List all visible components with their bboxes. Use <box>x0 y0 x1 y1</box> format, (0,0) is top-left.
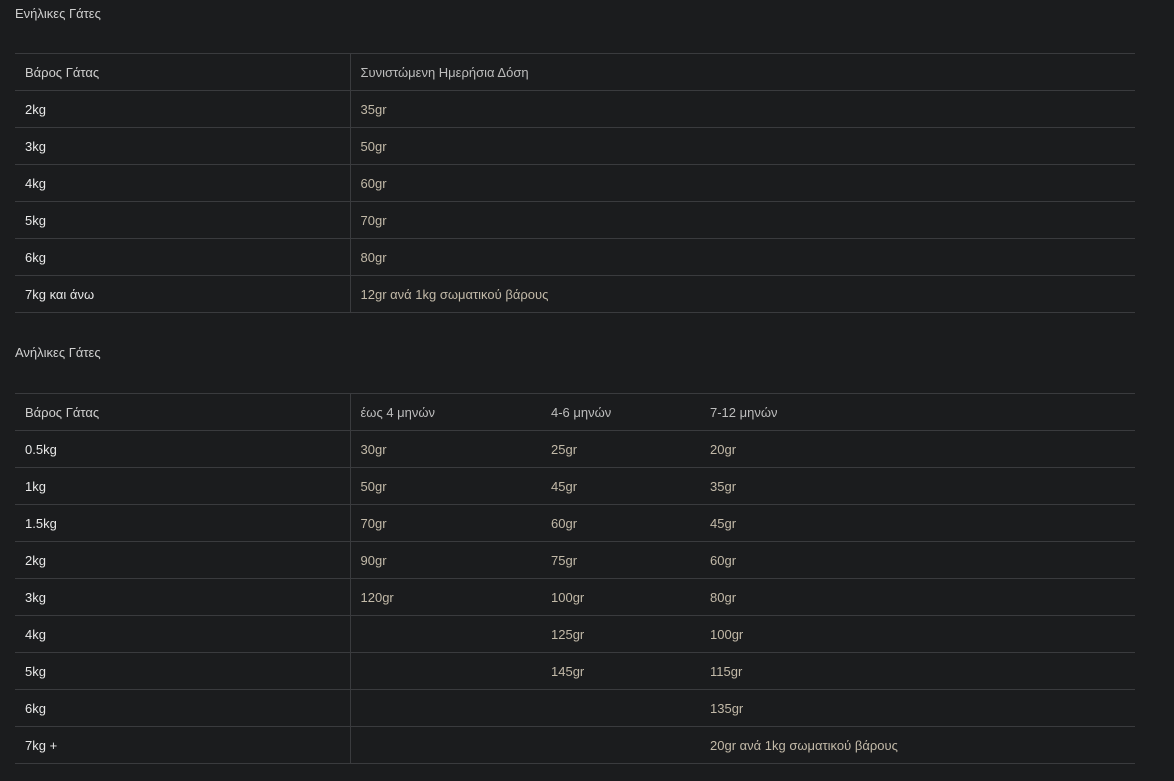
dose-cell: 45gr <box>541 468 700 505</box>
dose-cell: 45gr <box>700 505 1135 542</box>
dose-cell: 115gr <box>700 653 1135 690</box>
weight-cell: 2kg <box>15 91 350 128</box>
dose-cell: 35gr <box>700 468 1135 505</box>
header-4-6-months: 4-6 μηνών <box>541 394 700 431</box>
dose-cell: 120gr <box>350 579 541 616</box>
dose-cell <box>350 616 541 653</box>
table-row <box>15 431 1135 468</box>
table-row <box>15 468 1135 505</box>
dose-cell <box>541 727 700 764</box>
dose-cell: 70gr <box>350 202 1135 239</box>
dose-cell <box>350 727 541 764</box>
table-header-row <box>15 54 1135 91</box>
adult-feeding-table <box>15 53 1135 313</box>
weight-cell: 7kg και άνω <box>15 276 350 313</box>
weight-cell: 3kg <box>15 579 350 616</box>
table-row <box>15 239 1135 276</box>
dose-cell: 135gr <box>700 690 1135 727</box>
weight-cell: 3kg <box>15 128 350 165</box>
dose-cell: 20gr <box>700 431 1135 468</box>
dose-cell: 25gr <box>541 431 700 468</box>
table-row <box>15 690 1135 727</box>
header-7-12-months: 7-12 μηνών <box>700 394 1135 431</box>
dose-cell: 100gr <box>700 616 1135 653</box>
dose-cell: 125gr <box>541 616 700 653</box>
dose-cell: 12gr ανά 1kg σωματικού βάρους <box>350 276 1135 313</box>
weight-cell: 6kg <box>15 690 350 727</box>
header-up-to-4-months: έως 4 μηνών <box>350 394 541 431</box>
table-row <box>15 653 1135 690</box>
dose-cell <box>350 690 541 727</box>
table-row <box>15 727 1135 764</box>
weight-cell: 4kg <box>15 616 350 653</box>
table-row <box>15 91 1135 128</box>
table-row <box>15 202 1135 239</box>
dose-cell: 60gr <box>541 505 700 542</box>
dose-cell: 60gr <box>350 165 1135 202</box>
dose-cell: 145gr <box>541 653 700 690</box>
dose-cell: 80gr <box>350 239 1135 276</box>
kitten-feeding-table <box>15 393 1135 764</box>
dose-cell: 50gr <box>350 128 1135 165</box>
weight-cell: 5kg <box>15 653 350 690</box>
weight-cell: 2kg <box>15 542 350 579</box>
dose-cell: 90gr <box>350 542 541 579</box>
weight-cell: 1.5kg <box>15 505 350 542</box>
table-row <box>15 542 1135 579</box>
header-cat-weight: Βάρος Γάτας <box>15 394 350 431</box>
dose-cell: 70gr <box>350 505 541 542</box>
table-row <box>15 579 1135 616</box>
dose-cell: 35gr <box>350 91 1135 128</box>
weight-cell: 5kg <box>15 202 350 239</box>
weight-cell: 1kg <box>15 468 350 505</box>
weight-cell: 7kg + <box>15 727 350 764</box>
header-cat-weight: Βάρος Γάτας <box>15 54 350 91</box>
adult-cats-title: Ενήλικες Γάτες <box>15 6 101 21</box>
table-row <box>15 165 1135 202</box>
weight-cell: 6kg <box>15 239 350 276</box>
dose-cell: 100gr <box>541 579 700 616</box>
dose-cell: 20gr ανά 1kg σωματικού βάρους <box>700 727 1135 764</box>
weight-cell: 0.5kg <box>15 431 350 468</box>
header-daily-dose: Συνιστώμενη Ημερήσια Δόση <box>350 54 1135 91</box>
dose-cell: 75gr <box>541 542 700 579</box>
table-row <box>15 505 1135 542</box>
table-row <box>15 128 1135 165</box>
dose-cell: 80gr <box>700 579 1135 616</box>
kitten-cats-title: Ανήλικες Γάτες <box>15 345 101 360</box>
dose-cell <box>541 690 700 727</box>
dose-cell: 50gr <box>350 468 541 505</box>
weight-cell: 4kg <box>15 165 350 202</box>
dose-cell <box>350 653 541 690</box>
table-row <box>15 276 1135 313</box>
dose-cell: 30gr <box>350 431 541 468</box>
dose-cell: 60gr <box>700 542 1135 579</box>
table-row <box>15 616 1135 653</box>
table-header-row <box>15 394 1135 431</box>
